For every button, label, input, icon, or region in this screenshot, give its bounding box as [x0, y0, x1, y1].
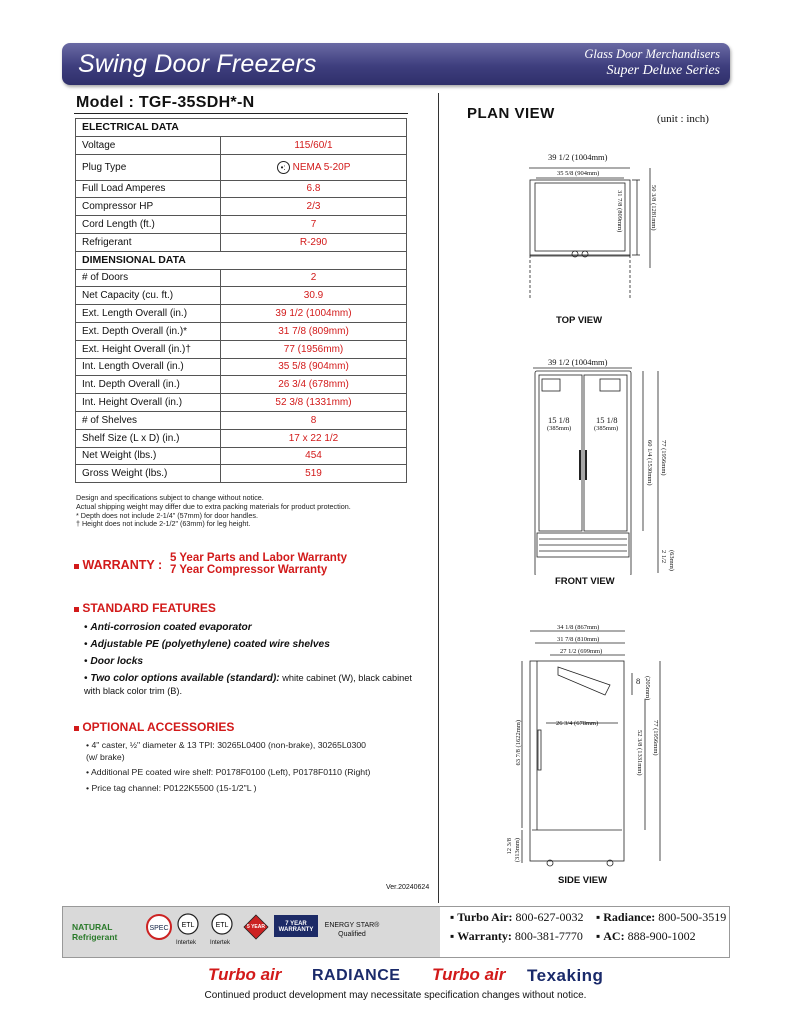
- spec-cert-icon: [145, 913, 173, 941]
- row-value: 8: [221, 411, 407, 429]
- note-line: Design and specifications subject to change without notice.: [76, 493, 264, 502]
- row-label: Full Load Amperes: [76, 180, 221, 198]
- row-label: Int. Height Overall (in.): [76, 394, 221, 412]
- intertek-label: Intertek: [210, 940, 231, 946]
- table-row: [76, 305, 407, 323]
- table-row: [76, 358, 407, 376]
- front-leg-mm: (63mm): [668, 550, 675, 571]
- warranty-label: WARRANTY :: [74, 558, 162, 572]
- front-height-dim: 77 (1956mm): [660, 440, 667, 476]
- footer-disclaimer: Continued product development may necessitate specification changes without notice.: [204, 990, 587, 1001]
- table-row: [76, 465, 407, 483]
- row-value: 7: [221, 216, 407, 234]
- list-item: • Anti-corrosion coated evaporator: [84, 622, 252, 633]
- etl-sanitation-icon: [210, 912, 234, 936]
- bullet-square-icon: [74, 564, 79, 569]
- front-leg-dim: 2 1/2: [660, 550, 667, 564]
- side-inner-top-dim: 27 1/2 (699mm): [560, 648, 603, 655]
- top-inner-width-dim: 35 5/8 (904mm): [557, 170, 600, 177]
- side-top-mm: (205mm): [644, 676, 651, 701]
- spec-table: [75, 118, 407, 483]
- front-door-right-mm: (385mm): [594, 425, 619, 432]
- row-label: Ext. Height Overall (in.)†: [76, 340, 221, 358]
- front-door-left-mm: (385mm): [547, 425, 572, 432]
- row-label: Gross Weight (lbs.): [76, 465, 221, 483]
- row-value: [221, 154, 407, 180]
- table-row: [76, 429, 407, 447]
- list-item: • Door locks: [84, 656, 144, 667]
- row-value: 31 7/8 (809mm): [221, 322, 407, 340]
- note-line: * Depth does not include 2-1/4" (57mm) for door handles.: [76, 510, 258, 520]
- table-row: [76, 154, 407, 180]
- side-door-height-dim: 63 7/8 (1622mm): [515, 720, 522, 766]
- svg-text:SPEC: SPEC: [149, 925, 169, 932]
- list-item: • Adjustable PE (polyethylene) coated wire shelves: [84, 639, 330, 650]
- table-row: [76, 233, 407, 251]
- row-label: Plug Type: [76, 154, 221, 180]
- svg-text:ETL: ETL: [215, 922, 229, 929]
- page-title: Swing Door Freezers: [78, 50, 317, 78]
- row-label: Cord Length (ft.): [76, 216, 221, 234]
- row-value: R-290: [221, 233, 407, 251]
- row-value: 35 5/8 (904mm): [221, 358, 407, 376]
- side-base-mm: (313mm): [514, 838, 521, 863]
- front-door-left-dim: 15 1/8: [548, 415, 570, 425]
- list-item: • Price tag channel: P0122K5500 (15-1/2"L ): [86, 782, 257, 793]
- row-value: 39 1/2 (1004mm): [221, 305, 407, 323]
- row-label: Ext. Depth Overall (in.)*: [76, 322, 221, 340]
- row-label: Net Capacity (cu. ft.): [76, 287, 221, 305]
- warranty-line: 7 Year Compressor Warranty: [170, 564, 328, 576]
- radiance-logo: RADIANCE: [312, 967, 401, 984]
- table-row: [76, 376, 407, 394]
- list-item: • 4" caster, ½" diameter & 13 TPI: 30265L0400 (non-brake), 30265L0300 (w/ brake): [86, 740, 367, 763]
- row-value: 17 x 22 1/2: [221, 429, 407, 447]
- row-value: 77 (1956mm): [221, 340, 407, 358]
- top-view-caption: TOP VIEW: [556, 315, 603, 326]
- front-view-caption: FRONT VIEW: [555, 576, 615, 587]
- row-label: Ext. Length Overall (in.): [76, 305, 221, 323]
- table-row: [76, 394, 407, 412]
- table-row: [76, 340, 407, 358]
- table-row: [76, 322, 407, 340]
- table-row: [76, 180, 407, 198]
- optional-accessories-heading: OPTIONAL ACCESSORIES: [74, 720, 234, 734]
- top-depth-dim: 31 7/8 (809mm): [616, 190, 623, 233]
- table-row: [76, 447, 407, 465]
- turboair-logo: Turbo air: [208, 965, 282, 984]
- model-underline: [74, 113, 408, 114]
- row-label: Refrigerant: [76, 233, 221, 251]
- contact-turboair: ▪ Turbo Air: 800-627-0032: [450, 910, 584, 924]
- row-label: Shelf Size (L x D) (in.): [76, 429, 221, 447]
- table-row: [76, 136, 407, 154]
- row-label: Voltage: [76, 136, 221, 154]
- front-width-dim: 39 1/2 (1004mm): [548, 357, 608, 367]
- natural-refrigerant-logo: NATURAL Refrigerant: [72, 922, 118, 942]
- unit-label: (unit : inch): [657, 113, 709, 125]
- dimensional-heading: DIMENSIONAL DATA: [76, 251, 407, 269]
- side-depth-dim: 34 1/8 (867mm): [557, 624, 600, 631]
- plug-type-value: NEMA 5-20P: [292, 161, 351, 173]
- row-label: # of Doors: [76, 269, 221, 287]
- spec-notes: [76, 494, 351, 529]
- row-value: 6.8: [221, 180, 407, 198]
- intertek-label: Intertek: [176, 940, 197, 946]
- column-divider: [438, 93, 439, 903]
- list-item: • Additional PE coated wire shelf: P0178F0100 (Left), P0178F0110 (Right): [86, 767, 371, 778]
- row-label: Int. Length Overall (in.): [76, 358, 221, 376]
- seven-year-warranty-badge: 7 YEAR WARRANTY: [274, 915, 318, 937]
- side-inner-height-dim: 52 3/8 (1331mm): [636, 730, 643, 776]
- row-value: 115/60/1: [221, 136, 407, 154]
- five-year-label: 5 YEAR: [247, 924, 265, 930]
- row-value: 26 3/4 (678mm): [221, 376, 407, 394]
- svg-text:ETL: ETL: [181, 922, 195, 929]
- side-top-dim: 8: [636, 676, 641, 686]
- side-height-dim: 77 (1956mm): [652, 720, 659, 756]
- plan-view-title: PLAN VIEW: [467, 105, 555, 122]
- table-row: [76, 411, 407, 429]
- warranty-terms: [170, 552, 347, 576]
- top-width-dim: 39 1/2 (1004mm): [548, 152, 608, 162]
- note-line: † Height does not include 2-1/2" (63mm) for leg height.: [76, 519, 251, 529]
- side-depth-nohandle-dim: 31 7/8 (810mm): [557, 636, 600, 643]
- etl-cert-icon: [176, 912, 200, 936]
- row-value: 52 3/8 (1331mm): [221, 394, 407, 412]
- model-number: Model : TGF-35SDH*-N: [76, 94, 255, 111]
- contact-radiance: ▪ Radiance: 800-500-3519: [596, 910, 727, 924]
- series-line-1: Glass Door Merchandisers: [584, 47, 720, 61]
- turboair-logo: Turbo air: [432, 965, 506, 984]
- table-row: [76, 198, 407, 216]
- row-value: 2/3: [221, 198, 407, 216]
- front-door-height-dim: 60 1/4 (1530mm): [646, 440, 653, 486]
- row-value: 519: [221, 465, 407, 483]
- row-label: Compressor HP: [76, 198, 221, 216]
- bullet-square-icon: [74, 607, 79, 612]
- table-row: [76, 269, 407, 287]
- side-view-caption: SIDE VIEW: [558, 875, 608, 886]
- plug-icon: •:: [277, 161, 290, 174]
- table-row: [76, 287, 407, 305]
- warranty-line: 5 Year Parts and Labor Warranty: [170, 552, 348, 564]
- row-value: 454: [221, 447, 407, 465]
- side-base-dim: 12 3/8: [506, 838, 513, 855]
- note-line: Actual shipping weight may differ due to extra packing materials for product protection.: [76, 501, 351, 511]
- row-label: Net Weight (lbs.): [76, 447, 221, 465]
- optional-accessories-list: [86, 739, 376, 794]
- electrical-heading: ELECTRICAL DATA: [76, 119, 407, 137]
- row-value: 2: [221, 269, 407, 287]
- row-value: 30.9: [221, 287, 407, 305]
- row-label: # of Shelves: [76, 411, 221, 429]
- version-label: Ver.20240624: [386, 884, 430, 891]
- texaking-logo: Texaking: [527, 966, 604, 985]
- energy-star-label: ENERGY STAR® Qualified: [324, 922, 380, 938]
- contact-ac: ▪ AC: 888-900-1002: [596, 929, 696, 943]
- standard-features-list: [84, 619, 414, 698]
- contact-warranty: ▪ Warranty: 800-381-7770: [450, 929, 583, 943]
- front-view-drawing: [520, 355, 680, 575]
- front-door-right-dim: 15 1/8: [596, 415, 618, 425]
- standard-features-heading: STANDARD FEATURES: [74, 601, 216, 615]
- side-inner-depth-dim: 26 3/4 (678mm): [556, 720, 599, 727]
- row-label: Int. Depth Overall (in.): [76, 376, 221, 394]
- series-line-2: Super Deluxe Series: [606, 63, 720, 78]
- top-depth-open-dim: 50 3/8 (1281mm): [650, 185, 657, 231]
- bullet-square-icon: [74, 726, 79, 731]
- table-row: [76, 216, 407, 234]
- list-item: • Two color options available (standard): white cabinet (W), black cabinet with black color trim (B).: [84, 673, 412, 696]
